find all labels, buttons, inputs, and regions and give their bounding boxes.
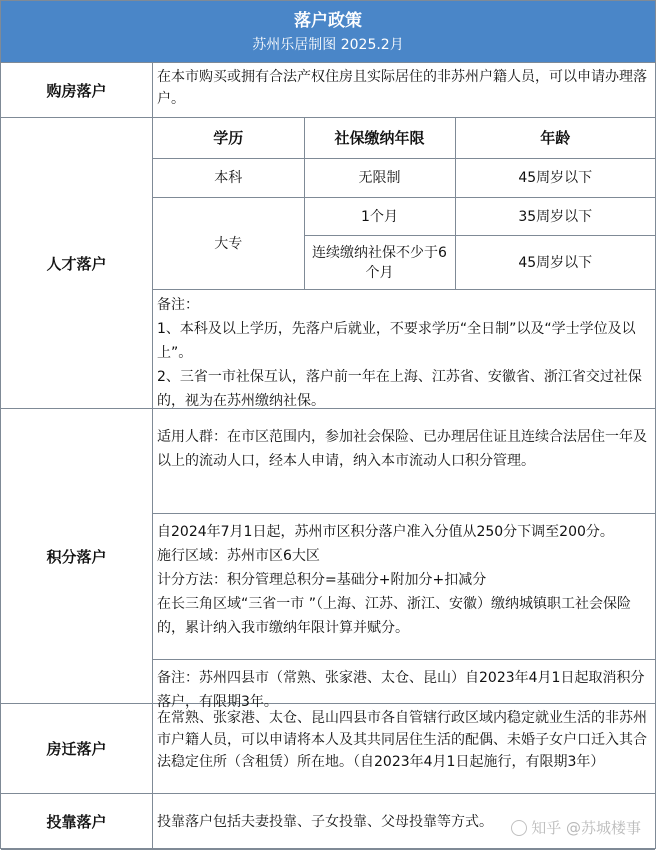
points-threshold: 自2024年7月1日起，苏州市区积分落户准入分值从250分下调至200分。 bbox=[157, 524, 614, 540]
watermark-text: 知乎 @苏城楼事 bbox=[531, 819, 641, 837]
note-item-2: 2、三省一市社保互认，落户前一年在上海、江苏省、安徽省、浙江省交过社保的，视为在苏州缴纳社保。 bbox=[157, 369, 642, 409]
relocation-text: 在常熟、张家港、太仓、昆山四县市各自管辖行政区域内稳定就业生活的非苏州市户籍人员，可以申请将本人及其共同居住生活的配偶、未婚子女户口迁入其合法稳定住所（含租赁）所在地。（自2023年4月1日起施行，有限期3年） bbox=[157, 710, 647, 770]
college-age-1: 35周岁以下 bbox=[455, 198, 655, 236]
bachelor-social: 无限制 bbox=[304, 159, 455, 198]
row-label-purchase: 购房落户 bbox=[1, 63, 153, 117]
college-social-2: 连续缴纳社保不少于6个月 bbox=[304, 236, 455, 290]
row-talent bbox=[1, 118, 655, 409]
table-header bbox=[1, 1, 655, 63]
header-social: 社保缴纳年限 bbox=[304, 118, 455, 159]
points-note: 备注：苏州四县市（常熟、张家港、太仓、昆山）自2023年4月1日起取消积分落户，有限期3年。 bbox=[157, 670, 645, 710]
row-relocation bbox=[1, 704, 655, 794]
dependent-text: 投靠落户包括夫妻投靠、子女投靠、父母投靠等方式。 bbox=[157, 813, 493, 830]
college-social-1: 1个月 bbox=[304, 198, 455, 236]
row-label-dependent: 投靠落户 bbox=[1, 794, 153, 849]
talent-content bbox=[153, 118, 655, 408]
talent-table bbox=[153, 118, 655, 290]
row-label-talent: 人才落户 bbox=[1, 118, 153, 408]
row-label-points: 积分落户 bbox=[1, 409, 153, 703]
page-title: 落户政策 bbox=[294, 11, 362, 31]
row-points bbox=[1, 409, 655, 710]
zhihu-icon bbox=[511, 820, 527, 836]
row-label-relocation: 房迁落户 bbox=[1, 704, 153, 793]
page-subtitle: 苏州乐居制图 2025.2月 bbox=[252, 37, 404, 53]
college-age-2: 45周岁以下 bbox=[455, 236, 655, 290]
points-box-1 bbox=[153, 409, 655, 514]
points-box-2 bbox=[153, 514, 655, 660]
points-method: 计分方法：积分管理总积分=基础分+附加分+扣减分 bbox=[157, 572, 487, 588]
header-edu: 学历 bbox=[153, 118, 304, 159]
points-area: 施行区域：苏州市区6大区 bbox=[157, 548, 320, 564]
watermark bbox=[511, 817, 641, 838]
talent-note bbox=[153, 290, 655, 416]
bachelor-edu: 本科 bbox=[153, 159, 304, 198]
row-purchase bbox=[1, 63, 655, 118]
bachelor-age: 45周岁以下 bbox=[455, 159, 655, 198]
points-eligibility: 适用人群：在市区范围内，参加社会保险、已办理居住证且连续合法居住一年及以上的流动人口，经本人申请，纳入本市流动人口积分管理。 bbox=[157, 429, 647, 469]
purchase-text: 在本市购买或拥有合法产权住房且实际居住的非苏州户籍人员，可以申请办理落户。 bbox=[157, 69, 647, 107]
points-content bbox=[153, 409, 655, 710]
header-age: 年龄 bbox=[455, 118, 655, 159]
college-edu: 大专 bbox=[153, 198, 304, 290]
points-yrd: 在长三角区域“三省一市 ”（上海、江苏、浙江、安徽）缴纳城镇职工社会保险的，累计纳入我市缴纳年限计算并赋分。 bbox=[157, 596, 631, 636]
note-item-1: 1、本科及以上学历，先落户后就业，不要求学历“全日制”以及“学士学位及以上”。 bbox=[157, 321, 636, 361]
note-title: 备注： bbox=[157, 297, 199, 313]
